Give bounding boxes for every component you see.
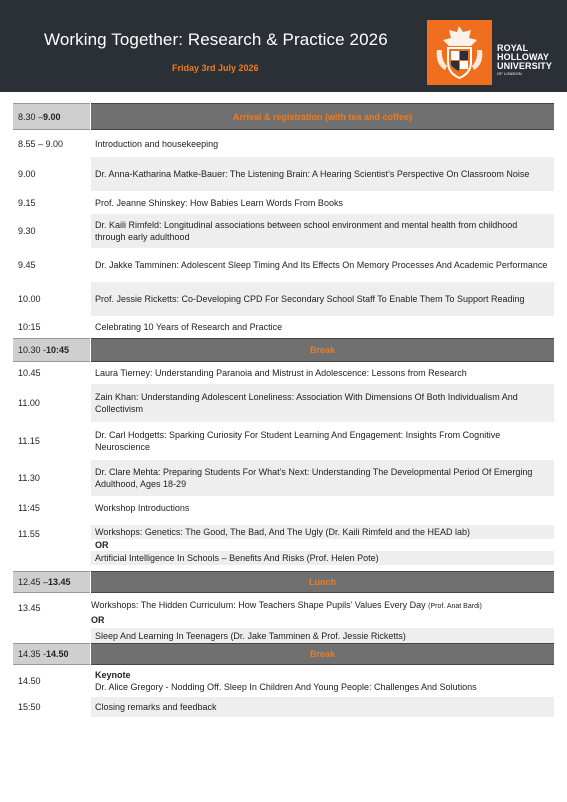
row-description: Break [91,338,554,362]
row-description: Laura Tierney: Understanding Paranoia and Mistrust in Adolescence: Lessons from Research [91,362,554,384]
schedule-row [13,157,554,191]
row-time: 8.55 – 9.00 [18,138,64,149]
or-label: OR [91,615,105,625]
row-description: Prof. Jeanne Shinskey: How Babies Learn Words From Books [91,191,554,214]
row-time: 9.00 [18,169,36,179]
row-time: 10:15 [18,322,41,332]
schedule-row [13,697,554,717]
row-description: Arrival & registration (with tea and coffee) [91,103,554,130]
row-time: 10.00 [18,294,41,304]
row-time: 10.30 - 10:45 [13,338,90,362]
row-time: 12.45 – 13.45 [13,571,90,593]
row-time: 11:45 [18,503,40,513]
row-description: Introduction and housekeeping [91,130,554,157]
schedule-row [13,460,554,496]
row-time: 14.50 [18,676,41,686]
schedule-row [13,130,554,157]
row-time: 11.15 [18,436,40,446]
row-time: 9.45 [18,260,36,270]
row-description: Dr. Kaili Rimfeld: Longitudinal associations between school environment and mental health from childhood through early adulthood [91,214,554,248]
schedule-row [13,384,554,422]
schedule-row [13,496,554,520]
keynote-heading: Keynote [95,670,131,680]
row-description: Dr. Jakke Tamminen: Adolescent Sleep Timing And Its Effects On Memory Processes And Academic Performance [91,248,554,282]
row-time: 11.00 [18,398,40,408]
row-description: Lunch [91,571,554,593]
row-description: Dr. Alice Gregory - Nodding Off. Sleep In Children And Young People: Challenges And Solutions [95,682,477,692]
event-date: Friday 3rd July 2026 [172,63,259,73]
schedule-table [13,103,554,717]
row-time: 9.30 [18,226,36,236]
row-description: Workshop Introductions [91,496,554,520]
row-description: Closing remarks and feedback [91,697,554,717]
workshop-option: Sleep And Learning In Teenagers (Dr. Jake Tamminen & Prof. Jessie Ricketts) [91,628,554,644]
row-time: 14.35 - 14.50 [13,643,90,665]
schedule-row [13,422,554,460]
row-description: Dr. Clare Mehta: Preparing Students For What’s Next: Understanding The Developmental Period Of Emerging Adulthood, Ages 18-29 [91,460,554,496]
row-time: 11.30 [18,473,40,483]
row-time: 15:50 [18,702,41,712]
row-time: 11.55 [18,529,40,539]
schedule-row [13,282,554,316]
schedule-row [13,248,554,282]
workshop-option: Artificial Intelligence In Schools – Benefits And Risks (Prof. Helen Pote) [91,551,554,565]
schedule-row-keynote [13,665,554,697]
row-description: Prof. Jessie Ricketts: Co-Developing CPD For Secondary School Staff To Enable Them To Support Reading [91,282,554,316]
row-time: 9.15 [18,197,36,208]
schedule-row [13,316,554,338]
schedule-row-break [13,338,554,362]
university-crest-logo [427,20,492,85]
workshop-option: Workshops: The Hidden Curriculum: How Teachers Shape Pupils’ Values Every Day (Prof. Anat Bardi) [91,600,482,610]
university-wordmark: ROYAL HOLLOWAY UNIVERSITY OF LONDON [497,43,553,76]
schedule-row [13,191,554,214]
event-title: Working Together: Research & Practice 2026 [44,30,388,49]
row-description: Break [91,643,554,665]
schedule-row-workshops [13,593,554,643]
workshop-option: Workshops: Genetics: The Good, The Bad, And The Ugly (Dr. Kaili Rimfeld and the HEAD lab) [91,525,554,539]
row-description: Dr. Anna-Katharina Matke-Bauer: The Listening Brain: A Hearing Scientist’s Perspective On Classroom Noise [91,157,554,191]
row-time: 13.45 [18,603,41,613]
row-time: 8.30 – 9.00 [13,103,90,130]
row-time: 10.45 [18,368,41,378]
schedule-row-registration [13,103,554,130]
row-description: Dr. Carl Hodgetts: Sparking Curiosity For Student Learning And Engagement: Insights From Cognitive Neuroscience [91,422,554,460]
schedule-row [13,214,554,248]
schedule-row-lunch [13,571,554,593]
schedule-row [13,362,554,384]
schedule-row-workshops [13,520,554,571]
row-description: Zain Khan: Understanding Adolescent Loneliness: Association With Dimensions Of Both Individualism And Collectivism [91,384,554,422]
schedule-row-break [13,643,554,665]
row-description: Celebrating 10 Years of Research and Practice [91,316,554,338]
crest-icon [427,20,492,85]
or-label: OR [95,540,109,550]
